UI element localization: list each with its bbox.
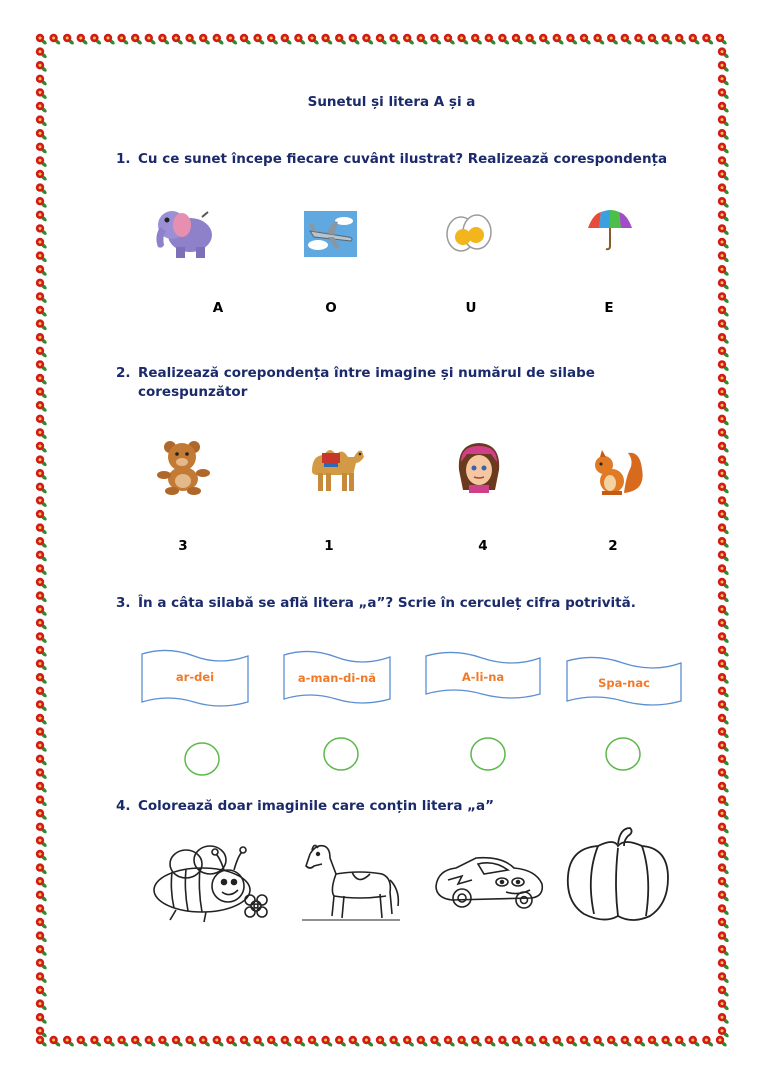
border-flower	[607, 1036, 619, 1048]
border-flower	[403, 1036, 415, 1048]
border-flower	[689, 1036, 701, 1048]
border-flower	[702, 34, 714, 46]
horse-icon[interactable]	[300, 840, 404, 924]
border-flower	[294, 34, 306, 46]
border-flower	[718, 319, 730, 331]
border-flower	[376, 1036, 388, 1048]
border-flower	[36, 619, 48, 631]
border-flower	[718, 510, 730, 522]
border-flower	[718, 374, 730, 386]
border-flower	[718, 333, 730, 345]
border-flower	[253, 34, 265, 46]
border-flower	[36, 183, 48, 195]
border-flower	[90, 1036, 102, 1048]
border-flower	[718, 224, 730, 236]
border-flower	[36, 333, 48, 345]
border-flower	[634, 34, 646, 46]
word-amandina: a-man-di-nă	[297, 671, 377, 685]
border-flower	[158, 34, 170, 46]
border-flower	[718, 143, 730, 155]
border-flower	[36, 877, 48, 889]
border-flower	[36, 945, 48, 957]
question-2: 2. Realizează corepondența între imagine și numărul de silabe corespunzător	[116, 365, 595, 400]
border-flower	[36, 211, 48, 223]
border-flower	[185, 1036, 197, 1048]
border-flower	[213, 1036, 225, 1048]
border-flower	[718, 605, 730, 617]
border-flower	[718, 129, 730, 141]
border-flower	[675, 1036, 687, 1048]
border-flower	[593, 1036, 605, 1048]
border-flower	[104, 34, 116, 46]
border-flower	[718, 75, 730, 87]
question-1-text: Cu ce sunet începe fiecare cuvânt ilustrat? Realizează corespondența	[138, 151, 668, 167]
border-flower	[417, 34, 429, 46]
border-flower	[36, 646, 48, 658]
border-flower	[525, 34, 537, 46]
border-flower	[321, 1036, 333, 1048]
border-flower	[172, 1036, 184, 1048]
border-flower	[718, 850, 730, 862]
border-flower	[716, 1036, 728, 1048]
border-flower	[36, 319, 48, 331]
border-flower	[718, 115, 730, 127]
border-flower	[49, 34, 61, 46]
border-flower	[718, 537, 730, 549]
border-flower	[36, 755, 48, 767]
border-flower	[718, 782, 730, 794]
border-flower	[689, 34, 701, 46]
page-title: Sunetul și litera A și a	[307, 94, 476, 110]
border-flower	[117, 34, 129, 46]
border-flower	[675, 34, 687, 46]
border-flower	[131, 1036, 143, 1048]
border-flower	[661, 1036, 673, 1048]
border-flower	[281, 1036, 293, 1048]
border-flower	[457, 1036, 469, 1048]
answer-circle[interactable]	[604, 736, 642, 772]
border-flower	[36, 156, 48, 168]
border-flower	[213, 34, 225, 46]
border-flower	[63, 1036, 75, 1048]
border-flower	[36, 782, 48, 794]
border-flower	[308, 34, 320, 46]
border-flower	[36, 387, 48, 399]
border-flower	[104, 1036, 116, 1048]
border-flower	[718, 156, 730, 168]
border-flower	[36, 891, 48, 903]
border-flower	[362, 1036, 374, 1048]
border-flower	[661, 34, 673, 46]
border-flower	[389, 1036, 401, 1048]
border-flower	[718, 292, 730, 304]
border-flower	[36, 591, 48, 603]
border-flower	[716, 34, 728, 46]
word-ardei: ar-dei	[175, 670, 215, 684]
border-flower	[539, 34, 551, 46]
border-flower	[36, 75, 48, 87]
question-2-text-line2: corespunzător	[138, 384, 248, 400]
border-flower	[36, 170, 48, 182]
letter-label: O	[325, 300, 337, 316]
question-3: 3. În a câta silabă se află litera „a”? Scrie în cerculeț cifra potrivită.	[116, 595, 636, 611]
border-flower	[321, 34, 333, 46]
border-flower	[457, 34, 469, 46]
border-flower	[498, 1036, 510, 1048]
border-flower	[648, 34, 660, 46]
border-flower	[185, 34, 197, 46]
border-flower	[718, 891, 730, 903]
border-flower	[718, 564, 730, 576]
border-flower	[36, 551, 48, 563]
border-flower	[199, 34, 211, 46]
border-flower	[444, 1036, 456, 1048]
border-flower	[718, 197, 730, 209]
border-flower	[77, 34, 89, 46]
border-flower	[145, 34, 157, 46]
border-flower	[718, 401, 730, 413]
border-flower	[498, 34, 510, 46]
border-flower	[36, 238, 48, 250]
border-flower	[718, 918, 730, 930]
border-flower	[621, 34, 633, 46]
border-flower	[718, 170, 730, 182]
umbrella-icon	[585, 206, 635, 252]
border-flower	[718, 755, 730, 767]
border-flower	[240, 34, 252, 46]
border-flower	[36, 986, 48, 998]
border-flower	[718, 741, 730, 753]
border-flower	[36, 605, 48, 617]
border-flower	[36, 999, 48, 1011]
border-flower	[36, 1036, 48, 1048]
border-flower	[49, 1036, 61, 1048]
border-flower	[718, 238, 730, 250]
border-flower	[36, 510, 48, 522]
border-flower	[36, 632, 48, 644]
border-flower	[226, 1036, 238, 1048]
border-flower	[718, 931, 730, 943]
answer-circle[interactable]	[183, 741, 221, 777]
border-flower	[471, 34, 483, 46]
border-flower	[36, 129, 48, 141]
syllable-number: 1	[324, 538, 334, 554]
border-flower	[566, 1036, 578, 1048]
border-flower	[718, 646, 730, 658]
border-flower	[430, 1036, 442, 1048]
border-flower	[36, 47, 48, 59]
word-spanac: Spa-nac	[598, 676, 650, 690]
border-flower	[36, 34, 48, 46]
border-flower	[718, 768, 730, 780]
bee-icon[interactable]	[146, 838, 274, 924]
border-flower	[281, 34, 293, 46]
border-flower	[634, 1036, 646, 1048]
border-flower	[36, 523, 48, 535]
border-flower	[718, 999, 730, 1011]
girl-icon	[455, 440, 503, 494]
border-flower	[36, 578, 48, 590]
border-flower	[349, 1036, 361, 1048]
border-flower	[485, 1036, 497, 1048]
border-flower	[718, 877, 730, 889]
border-flower	[36, 700, 48, 712]
border-flower	[36, 904, 48, 916]
border-flower	[36, 768, 48, 780]
border-flower	[718, 591, 730, 603]
question-1: 1. Cu ce sunet începe fiecare cuvânt ilustrat? Realizează corespondența	[116, 151, 668, 167]
border-flower	[36, 959, 48, 971]
border-flower	[226, 34, 238, 46]
border-flower	[36, 143, 48, 155]
question-4: 4. Colorează doar imaginile care conțin litera „a”	[116, 798, 494, 814]
border-flower	[308, 1036, 320, 1048]
border-flower	[36, 918, 48, 930]
border-flower	[593, 34, 605, 46]
border-flower	[36, 687, 48, 699]
border-flower	[36, 863, 48, 875]
border-flower	[539, 1036, 551, 1048]
border-flower	[335, 1036, 347, 1048]
border-flower	[648, 1036, 660, 1048]
syllable-number: 4	[478, 538, 488, 554]
border-flower	[36, 496, 48, 508]
border-flower	[131, 34, 143, 46]
border-flower	[718, 387, 730, 399]
border-flower	[36, 469, 48, 481]
border-flower	[718, 945, 730, 957]
border-flower	[702, 1036, 714, 1048]
border-flower	[294, 1036, 306, 1048]
border-flower	[718, 959, 730, 971]
border-flower	[444, 34, 456, 46]
border-flower	[145, 1036, 157, 1048]
pepper-icon[interactable]	[564, 824, 672, 924]
border-flower	[512, 1036, 524, 1048]
border-flower	[718, 632, 730, 644]
border-flower	[36, 714, 48, 726]
letter-label: A	[212, 300, 224, 316]
border-flower	[718, 251, 730, 263]
syllable-number: 3	[178, 538, 188, 554]
border-flower	[718, 836, 730, 848]
border-flower	[718, 551, 730, 563]
border-flower	[718, 714, 730, 726]
border-flower	[36, 823, 48, 835]
border-flower	[36, 224, 48, 236]
border-flower	[36, 564, 48, 576]
border-flower	[36, 727, 48, 739]
border-flower	[718, 972, 730, 984]
border-flower	[36, 428, 48, 440]
border-flower	[36, 306, 48, 318]
border-flower	[199, 1036, 211, 1048]
border-flower	[553, 1036, 565, 1048]
border-flower	[718, 360, 730, 372]
border-flower	[36, 1013, 48, 1025]
border-flower	[36, 360, 48, 372]
border-flower	[718, 659, 730, 671]
border-flower	[36, 279, 48, 291]
border-flower	[362, 34, 374, 46]
syllable-number: 2	[608, 538, 618, 554]
border-flower	[36, 61, 48, 73]
border-flower	[718, 496, 730, 508]
airplane-icon	[304, 211, 357, 257]
egg-icon	[444, 207, 494, 257]
border-flower	[63, 34, 75, 46]
border-flower	[117, 1036, 129, 1048]
answer-circle[interactable]	[322, 736, 360, 772]
border-flower	[485, 34, 497, 46]
border-flower	[718, 727, 730, 739]
border-flower	[718, 428, 730, 440]
border-flower	[471, 1036, 483, 1048]
border-flower	[718, 809, 730, 821]
border-flower	[36, 374, 48, 386]
border-flower	[36, 537, 48, 549]
border-flower	[158, 1036, 170, 1048]
border-flower	[36, 442, 48, 454]
border-flower	[621, 1036, 633, 1048]
border-flower	[718, 687, 730, 699]
border-flower	[267, 1036, 279, 1048]
border-flower	[36, 265, 48, 277]
border-flower	[580, 1036, 592, 1048]
border-flower	[417, 1036, 429, 1048]
letter-label: U	[465, 300, 477, 316]
border-flower	[718, 904, 730, 916]
border-flower	[718, 306, 730, 318]
border-flower	[718, 469, 730, 481]
border-flower	[718, 823, 730, 835]
border-flower	[389, 34, 401, 46]
border-flower	[718, 47, 730, 59]
border-flower	[718, 415, 730, 427]
border-flower	[36, 415, 48, 427]
border-flower	[718, 986, 730, 998]
border-flower	[718, 700, 730, 712]
border-flower	[36, 972, 48, 984]
border-flower	[553, 34, 565, 46]
border-flower	[607, 34, 619, 46]
border-flower	[36, 741, 48, 753]
border-flower	[36, 931, 48, 943]
border-flower	[36, 347, 48, 359]
elephant-icon	[152, 203, 216, 261]
border-flower	[36, 795, 48, 807]
question-2-text-line1: Realizează corepondența între imagine și numărul de silabe	[138, 365, 595, 381]
border-flower	[36, 836, 48, 848]
border-flower	[36, 455, 48, 467]
border-flower	[525, 1036, 537, 1048]
border-flower	[718, 211, 730, 223]
border-flower	[718, 619, 730, 631]
border-flower	[718, 483, 730, 495]
border-flower	[240, 1036, 252, 1048]
border-flower	[36, 659, 48, 671]
border-flower	[718, 863, 730, 875]
answer-circle[interactable]	[469, 736, 507, 772]
border-flower	[36, 809, 48, 821]
border-flower	[36, 115, 48, 127]
border-flower	[253, 1036, 265, 1048]
border-flower	[36, 197, 48, 209]
border-flower	[718, 455, 730, 467]
border-flower	[718, 265, 730, 277]
question-4-text: Colorează doar imaginile care conțin litera „a”	[138, 798, 494, 814]
letter-label: E	[604, 300, 614, 316]
border-flower	[580, 34, 592, 46]
border-flower	[718, 673, 730, 685]
border-flower	[172, 34, 184, 46]
border-flower	[36, 251, 48, 263]
border-flower	[718, 795, 730, 807]
border-flower	[718, 578, 730, 590]
border-flower	[90, 34, 102, 46]
border-flower	[36, 292, 48, 304]
border-flower	[403, 34, 415, 46]
border-flower	[718, 61, 730, 73]
border-flower	[718, 347, 730, 359]
border-flower	[349, 34, 361, 46]
car-icon[interactable]	[432, 852, 546, 912]
border-flower	[430, 34, 442, 46]
border-flower	[36, 401, 48, 413]
camel-icon	[304, 441, 368, 495]
border-flower	[718, 1013, 730, 1025]
border-flower	[718, 442, 730, 454]
border-flower	[718, 183, 730, 195]
border-flower	[566, 34, 578, 46]
question-3-text: În a câta silabă se află litera „a”? Scrie în cerculeț cifra potrivită.	[138, 595, 636, 611]
border-flower	[718, 523, 730, 535]
border-flower	[512, 34, 524, 46]
border-flower	[376, 34, 388, 46]
border-flower	[718, 279, 730, 291]
border-flower	[335, 34, 347, 46]
border-flower	[77, 1036, 89, 1048]
border-flower	[36, 850, 48, 862]
squirrel-icon	[590, 447, 646, 497]
bear-icon	[156, 437, 212, 495]
word-alina: A-li-na	[461, 670, 505, 684]
border-flower	[36, 483, 48, 495]
border-flower	[267, 34, 279, 46]
border-flower	[36, 673, 48, 685]
